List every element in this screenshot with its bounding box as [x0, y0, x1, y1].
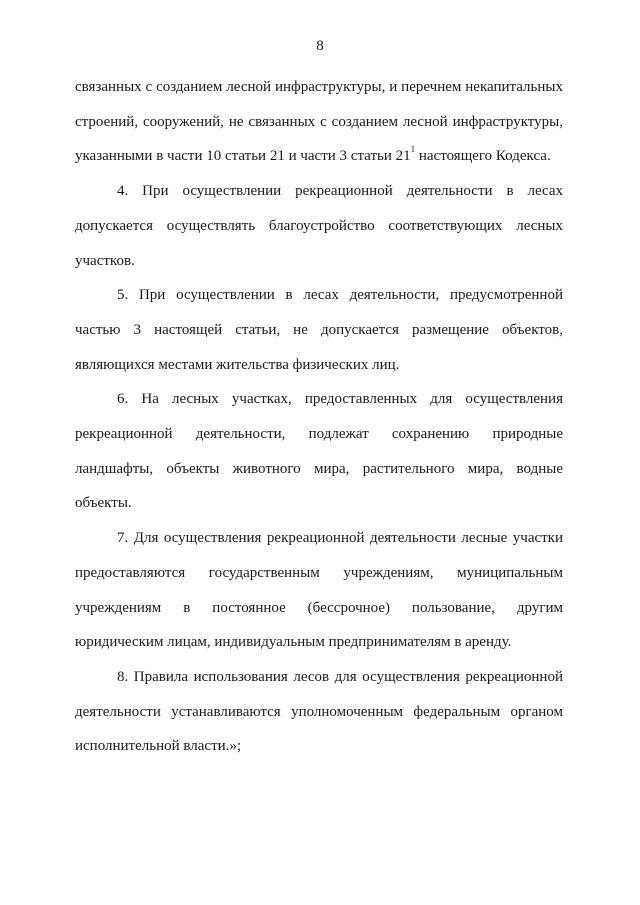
paragraph-text: связанных с созданием лесной инфраструктуры, и перечнем некапитальных строений, сооружений, не связанных с созданием лесной инфраструктуры, указанными в части 10 статьи 21 и части 3 статьи 21: [75, 79, 563, 165]
paragraph-text: настоящего Кодекса.: [415, 148, 551, 165]
document-body: [75, 70, 563, 764]
paragraph-7: 7. Для осуществления рекреационной деятельности лесные участки предоставляются государственным учреждениям, муниципальным учреждениям в постоянное (бессрочное) пользование, другим юридическим лицам, индивидуальным предпринимателям в аренду.: [75, 530, 563, 651]
paragraph-4: 4. При осуществлении рекреационной деятельности в лесах допускается осуществлять благоустройство соответствующих лесных участков.: [75, 183, 563, 269]
paragraph-6: 6. На лесных участках, предоставленных для осуществления рекреационной деятельности, подлежат сохранению природные ландшафты, объекты животного мира, растительного мира, водные объекты.: [75, 391, 563, 512]
paragraph-5: 5. При осуществлении в лесах деятельности, предусмотренной частью 3 настоящей статьи, не допускается размещение объектов, являющихся местами жительства физических лиц.: [75, 287, 563, 373]
paragraph-8: 8. Правила использования лесов для осуществления рекреационной деятельности устанавливаются уполномоченным федеральным органом исполнительной власти.»;: [75, 668, 563, 755]
paragraph-continuation: [75, 70, 563, 174]
page-number: 8: [316, 38, 324, 54]
superscript: 1: [410, 144, 416, 155]
